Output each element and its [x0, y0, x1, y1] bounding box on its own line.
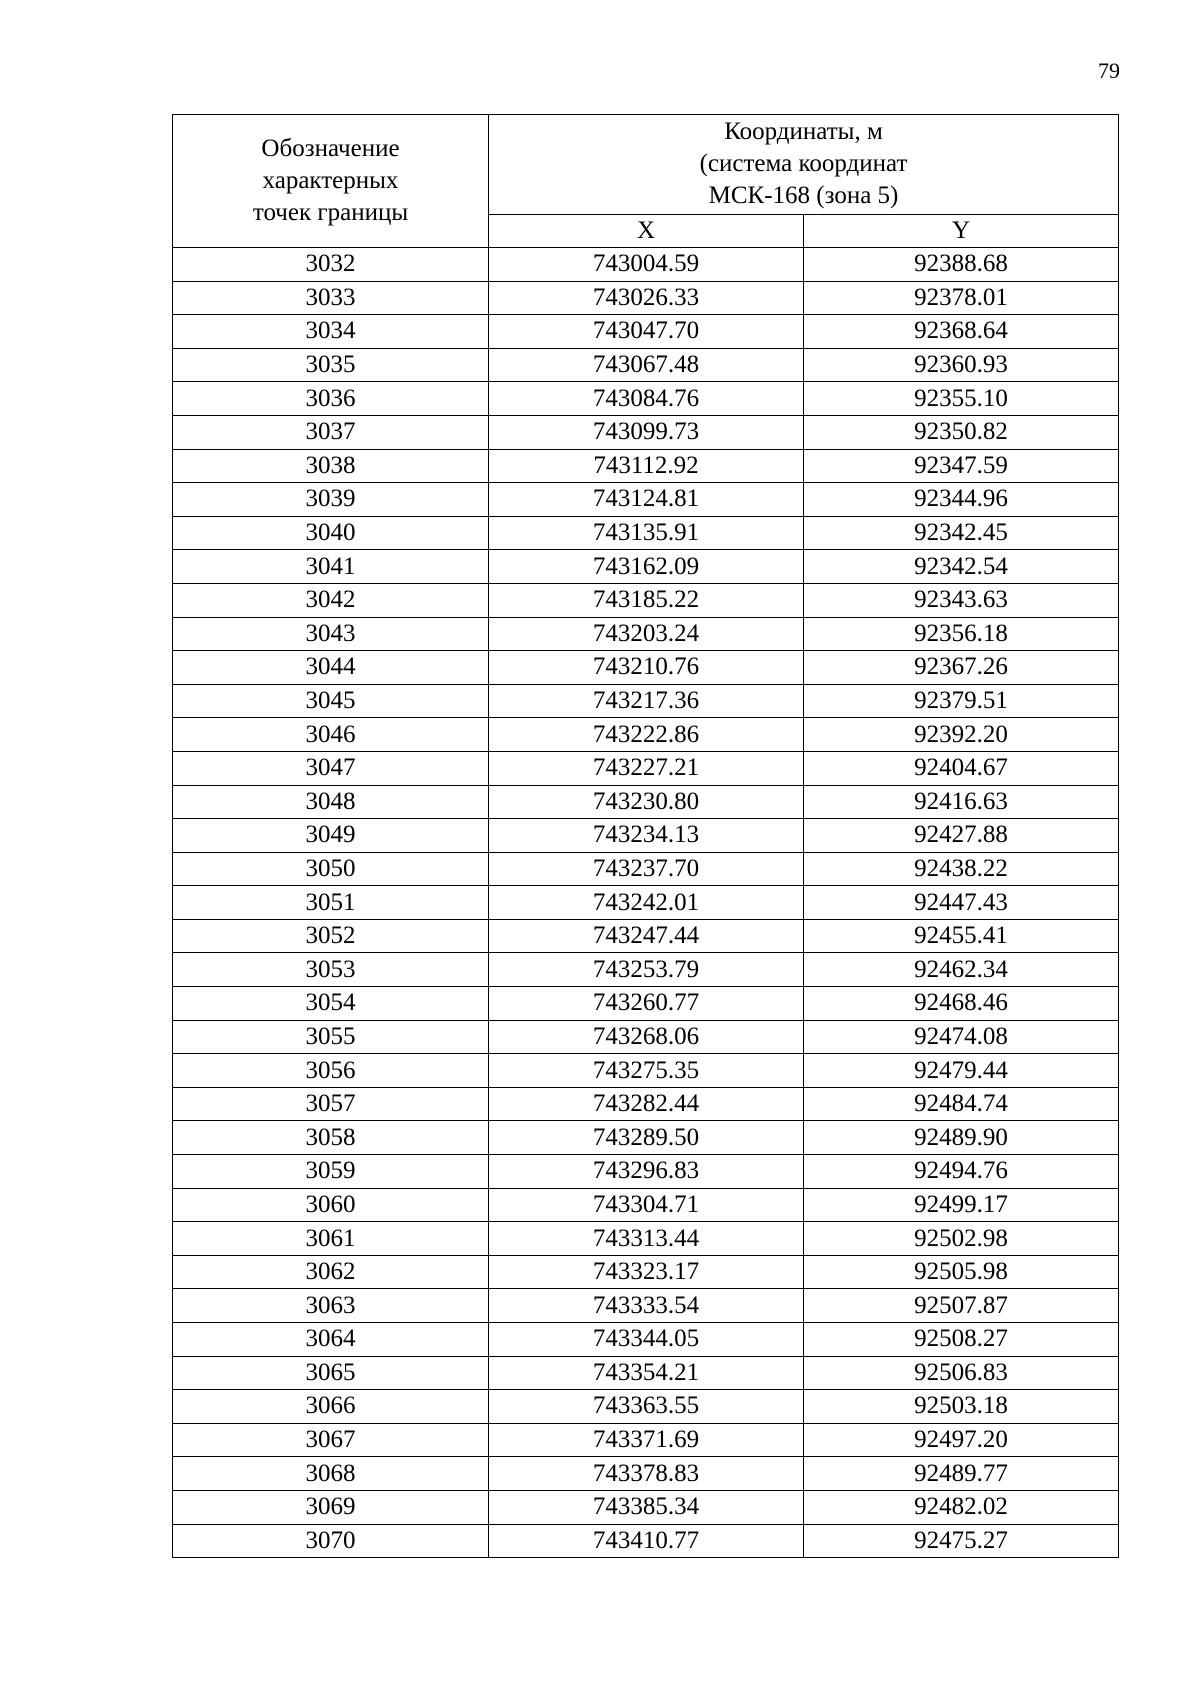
point-cell: 3048: [173, 785, 489, 819]
point-cell: 3070: [173, 1524, 489, 1558]
point-cell: 3058: [173, 1121, 489, 1155]
point-cell: 3065: [173, 1356, 489, 1390]
point-cell: 3036: [173, 382, 489, 416]
table-row: [173, 382, 1119, 416]
point-cell: 3046: [173, 718, 489, 752]
x-cell: 743344.05: [489, 1323, 804, 1357]
x-cell: 743234.13: [489, 819, 804, 853]
y-cell: 92507.87: [804, 1289, 1119, 1323]
y-cell: 92499.17: [804, 1188, 1119, 1222]
y-cell: 92438.22: [804, 852, 1119, 886]
header-coordinates: Координаты, м (система координат МСК-168 (зона 5): [489, 115, 1119, 215]
table-row: [173, 248, 1119, 282]
point-cell: 3049: [173, 819, 489, 853]
y-cell: 92503.18: [804, 1390, 1119, 1424]
table-row: [173, 1356, 1119, 1390]
table-row: [173, 886, 1119, 920]
x-cell: 743253.79: [489, 953, 804, 987]
point-cell: 3040: [173, 516, 489, 550]
x-cell: 743378.83: [489, 1457, 804, 1491]
table-row: [173, 617, 1119, 651]
x-cell: 743371.69: [489, 1423, 804, 1457]
x-cell: 743162.09: [489, 550, 804, 584]
y-cell: 92474.08: [804, 1020, 1119, 1054]
point-cell: 3066: [173, 1390, 489, 1424]
table-row: [173, 919, 1119, 953]
point-cell: 3032: [173, 248, 489, 282]
point-cell: 3033: [173, 281, 489, 315]
x-cell: 743268.06: [489, 1020, 804, 1054]
y-cell: 92378.01: [804, 281, 1119, 315]
x-cell: 743135.91: [489, 516, 804, 550]
table-row: [173, 1020, 1119, 1054]
y-cell: 92416.63: [804, 785, 1119, 819]
table-row: [173, 1255, 1119, 1289]
x-cell: 743047.70: [489, 315, 804, 349]
y-cell: 92447.43: [804, 886, 1119, 920]
table-row: [173, 1289, 1119, 1323]
point-cell: 3055: [173, 1020, 489, 1054]
y-cell: 92360.93: [804, 348, 1119, 382]
table-row: [173, 718, 1119, 752]
x-cell: 743289.50: [489, 1121, 804, 1155]
point-cell: 3043: [173, 617, 489, 651]
point-cell: 3068: [173, 1457, 489, 1491]
table-row: [173, 819, 1119, 853]
point-cell: 3039: [173, 483, 489, 517]
table-row: [173, 1457, 1119, 1491]
point-cell: 3042: [173, 583, 489, 617]
point-cell: 3059: [173, 1155, 489, 1189]
table-row: [173, 583, 1119, 617]
point-cell: 3062: [173, 1255, 489, 1289]
table-row: [173, 953, 1119, 987]
table-row: [173, 1121, 1119, 1155]
x-cell: 743210.76: [489, 651, 804, 685]
x-cell: 743203.24: [489, 617, 804, 651]
header-y: Y: [804, 214, 1119, 247]
table-row: [173, 1155, 1119, 1189]
table-row: [173, 1054, 1119, 1088]
table-row: [173, 1323, 1119, 1357]
point-cell: 3060: [173, 1188, 489, 1222]
y-cell: 92347.59: [804, 449, 1119, 483]
point-cell: 3047: [173, 751, 489, 785]
y-cell: 92497.20: [804, 1423, 1119, 1457]
x-cell: 743354.21: [489, 1356, 804, 1390]
point-cell: 3052: [173, 919, 489, 953]
point-cell: 3051: [173, 886, 489, 920]
table-row: [173, 483, 1119, 517]
table-row: [173, 651, 1119, 685]
point-cell: 3067: [173, 1423, 489, 1457]
y-cell: 92350.82: [804, 415, 1119, 449]
table-row: [173, 987, 1119, 1021]
x-cell: 743323.17: [489, 1255, 804, 1289]
y-cell: 92468.46: [804, 987, 1119, 1021]
point-cell: 3069: [173, 1490, 489, 1524]
header-designation: Обозначение характерных точек границы: [173, 115, 489, 248]
point-cell: 3056: [173, 1054, 489, 1088]
x-cell: 743099.73: [489, 415, 804, 449]
y-cell: 92475.27: [804, 1524, 1119, 1558]
table-row: [173, 1188, 1119, 1222]
header-x: X: [489, 214, 804, 247]
table-row: [173, 785, 1119, 819]
table-row: [173, 550, 1119, 584]
y-cell: 92342.54: [804, 550, 1119, 584]
x-cell: 743313.44: [489, 1222, 804, 1256]
table-row: [173, 281, 1119, 315]
point-cell: 3054: [173, 987, 489, 1021]
x-cell: 743222.86: [489, 718, 804, 752]
point-cell: 3041: [173, 550, 489, 584]
y-cell: 92455.41: [804, 919, 1119, 953]
x-cell: 743363.55: [489, 1390, 804, 1424]
y-cell: 92482.02: [804, 1490, 1119, 1524]
y-cell: 92388.68: [804, 248, 1119, 282]
point-cell: 3064: [173, 1323, 489, 1357]
x-cell: 743242.01: [489, 886, 804, 920]
x-cell: 743385.34: [489, 1490, 804, 1524]
table-row: [173, 415, 1119, 449]
page-number: 79: [1098, 58, 1120, 83]
x-cell: 743260.77: [489, 987, 804, 1021]
y-cell: 92342.45: [804, 516, 1119, 550]
x-cell: 743026.33: [489, 281, 804, 315]
table-row: [173, 684, 1119, 718]
y-cell: 92502.98: [804, 1222, 1119, 1256]
x-cell: 743333.54: [489, 1289, 804, 1323]
x-cell: 743237.70: [489, 852, 804, 886]
x-cell: 743296.83: [489, 1155, 804, 1189]
x-cell: 743275.35: [489, 1054, 804, 1088]
table-row: [173, 751, 1119, 785]
y-cell: 92367.26: [804, 651, 1119, 685]
y-cell: 92368.64: [804, 315, 1119, 349]
x-cell: 743112.92: [489, 449, 804, 483]
y-cell: 92356.18: [804, 617, 1119, 651]
y-cell: 92505.98: [804, 1255, 1119, 1289]
y-cell: 92392.20: [804, 718, 1119, 752]
point-cell: 3044: [173, 651, 489, 685]
table-body: [173, 248, 1119, 1558]
x-cell: 743124.81: [489, 483, 804, 517]
point-cell: 3063: [173, 1289, 489, 1323]
point-cell: 3045: [173, 684, 489, 718]
y-cell: 92479.44: [804, 1054, 1119, 1088]
y-cell: 92494.76: [804, 1155, 1119, 1189]
point-cell: 3035: [173, 348, 489, 382]
table-row: [173, 1423, 1119, 1457]
x-cell: 743247.44: [489, 919, 804, 953]
y-cell: 92427.88: [804, 819, 1119, 853]
y-cell: 92462.34: [804, 953, 1119, 987]
x-cell: 743067.48: [489, 348, 804, 382]
x-cell: 743304.71: [489, 1188, 804, 1222]
y-cell: 92379.51: [804, 684, 1119, 718]
point-cell: 3037: [173, 415, 489, 449]
table-row: [173, 852, 1119, 886]
x-cell: 743217.36: [489, 684, 804, 718]
point-cell: 3053: [173, 953, 489, 987]
x-cell: 743227.21: [489, 751, 804, 785]
x-cell: 743230.80: [489, 785, 804, 819]
table-row: [173, 1490, 1119, 1524]
x-cell: 743185.22: [489, 583, 804, 617]
y-cell: 92484.74: [804, 1087, 1119, 1121]
y-cell: 92404.67: [804, 751, 1119, 785]
point-cell: 3034: [173, 315, 489, 349]
x-cell: 743410.77: [489, 1524, 804, 1558]
point-cell: 3038: [173, 449, 489, 483]
table-row: [173, 449, 1119, 483]
table-row: [173, 516, 1119, 550]
point-cell: 3050: [173, 852, 489, 886]
table-row: [173, 1390, 1119, 1424]
y-cell: 92344.96: [804, 483, 1119, 517]
y-cell: 92506.83: [804, 1356, 1119, 1390]
y-cell: 92508.27: [804, 1323, 1119, 1357]
point-cell: 3057: [173, 1087, 489, 1121]
table-row: [173, 1524, 1119, 1558]
y-cell: 92489.77: [804, 1457, 1119, 1491]
table-row: [173, 315, 1119, 349]
x-cell: 743084.76: [489, 382, 804, 416]
y-cell: 92355.10: [804, 382, 1119, 416]
y-cell: 92489.90: [804, 1121, 1119, 1155]
table-header: [173, 115, 1119, 248]
table-row: [173, 348, 1119, 382]
header-row-main: [173, 115, 1119, 215]
table-row: [173, 1087, 1119, 1121]
y-cell: 92343.63: [804, 583, 1119, 617]
point-cell: 3061: [173, 1222, 489, 1256]
coordinates-table: [172, 114, 1119, 1558]
table-row: [173, 1222, 1119, 1256]
x-cell: 743004.59: [489, 248, 804, 282]
x-cell: 743282.44: [489, 1087, 804, 1121]
